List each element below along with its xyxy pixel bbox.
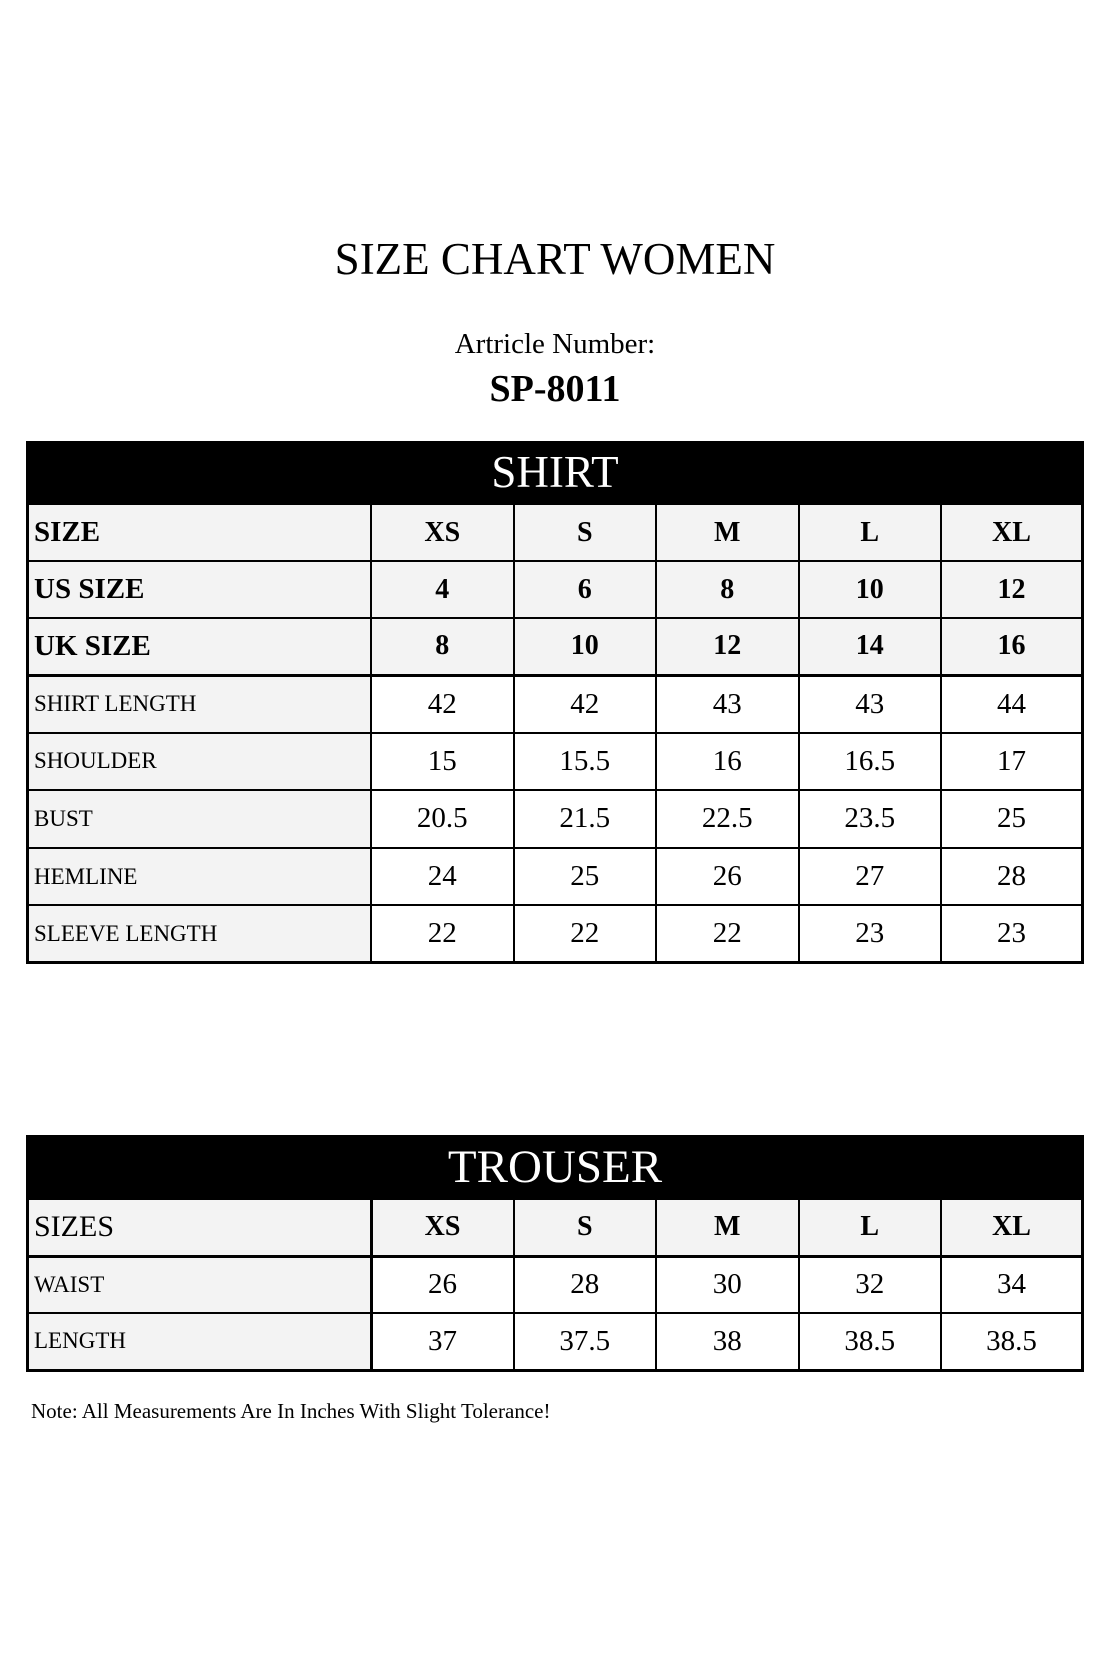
table-row	[28, 733, 1083, 791]
table-cell: 23	[941, 905, 1083, 963]
row-label: UK SIZE	[28, 618, 372, 675]
table-cell: 22	[371, 905, 514, 963]
table-cell: 15.5	[514, 733, 657, 791]
table-cell: 32	[799, 1256, 942, 1313]
size-cell: L	[799, 1199, 942, 1256]
table-cell: 38.5	[941, 1313, 1083, 1370]
row-label: US SIZE	[28, 561, 372, 618]
table-cell: 27	[799, 848, 942, 906]
size-cell: XS	[371, 504, 514, 561]
row-label: BUST	[28, 790, 372, 848]
row-label: WAIST	[28, 1256, 372, 1313]
table-cell: 25	[514, 848, 657, 906]
table-cell: 26	[656, 848, 799, 906]
table-cell: 14	[799, 618, 942, 675]
shirt-size-table	[26, 503, 1084, 964]
table-cell: 38	[656, 1313, 799, 1370]
row-label: SHOULDER	[28, 733, 372, 791]
shirt-section-header: SHIRT	[26, 441, 1084, 503]
article-number-label: Artricle Number:	[454, 328, 656, 360]
table-cell: 10	[514, 618, 657, 675]
table-row	[28, 1313, 1083, 1370]
table-row	[28, 675, 1083, 733]
table-cell: 20.5	[371, 790, 514, 848]
size-cell: M	[656, 504, 799, 561]
shirt-size-row	[28, 504, 1083, 561]
size-cell: XL	[941, 504, 1083, 561]
table-cell: 30	[656, 1256, 799, 1313]
table-cell: 38.5	[799, 1313, 942, 1370]
table-cell: 43	[656, 675, 799, 733]
table-cell: 24	[371, 848, 514, 906]
table-row	[28, 790, 1083, 848]
table-cell: 16	[656, 733, 799, 791]
row-label: LENGTH	[28, 1313, 372, 1370]
measurement-note: Note: All Measurements Are In Inches With Slight Tolerance!	[31, 1399, 551, 1423]
table-cell: 42	[514, 675, 657, 733]
table-cell: 8	[656, 561, 799, 618]
table-cell: 37.5	[514, 1313, 657, 1370]
table-cell: 16	[941, 618, 1083, 675]
table-cell: 22.5	[656, 790, 799, 848]
row-label: HEMLINE	[28, 848, 372, 906]
table-cell: 10	[799, 561, 942, 618]
table-cell: 37	[371, 1313, 514, 1370]
table-cell: 44	[941, 675, 1083, 733]
table-cell: 21.5	[514, 790, 657, 848]
table-cell: 6	[514, 561, 657, 618]
shirt-uk-size-row	[28, 618, 1083, 675]
table-cell: 23.5	[799, 790, 942, 848]
table-cell: 12	[941, 561, 1083, 618]
size-cell: XS	[371, 1199, 514, 1256]
table-cell: 8	[371, 618, 514, 675]
size-cell: XL	[941, 1199, 1083, 1256]
table-cell: 22	[656, 905, 799, 963]
row-label: SHIRT LENGTH	[28, 675, 372, 733]
row-label: SIZE	[28, 504, 372, 561]
row-label: SIZES	[28, 1199, 372, 1256]
size-cell: M	[656, 1199, 799, 1256]
size-cell: S	[514, 1199, 657, 1256]
table-cell: 26	[371, 1256, 514, 1313]
table-cell: 16.5	[799, 733, 942, 791]
article-number: SP-8011	[489, 368, 621, 410]
table-cell: 22	[514, 905, 657, 963]
page-title: SIZE CHART WOMEN	[334, 234, 776, 284]
trouser-section-header: TROUSER	[26, 1135, 1084, 1198]
trouser-size-row	[28, 1199, 1083, 1256]
table-cell: 4	[371, 561, 514, 618]
table-row	[28, 1256, 1083, 1313]
shirt-us-size-row	[28, 561, 1083, 618]
table-row	[28, 905, 1083, 963]
size-cell: S	[514, 504, 657, 561]
row-label: SLEEVE LENGTH	[28, 905, 372, 963]
table-cell: 12	[656, 618, 799, 675]
table-cell: 43	[799, 675, 942, 733]
table-cell: 17	[941, 733, 1083, 791]
trouser-size-table	[26, 1198, 1084, 1372]
table-cell: 15	[371, 733, 514, 791]
table-cell: 28	[514, 1256, 657, 1313]
table-row	[28, 848, 1083, 906]
size-cell: L	[799, 504, 942, 561]
table-cell: 34	[941, 1256, 1083, 1313]
table-cell: 23	[799, 905, 942, 963]
table-cell: 25	[941, 790, 1083, 848]
table-cell: 42	[371, 675, 514, 733]
table-cell: 28	[941, 848, 1083, 906]
